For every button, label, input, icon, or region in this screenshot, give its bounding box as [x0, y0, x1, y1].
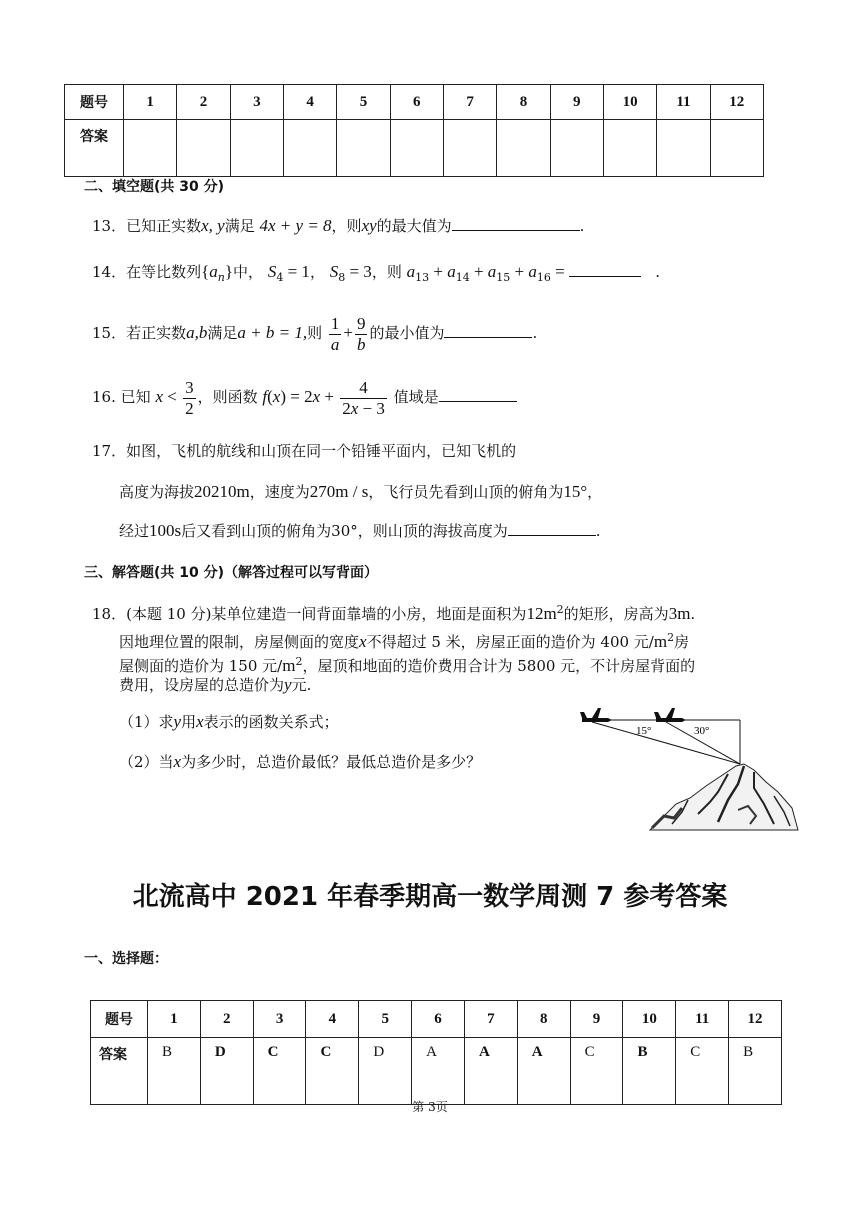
grid-answer-label: 答案 [65, 120, 124, 177]
grid-answer-label: 答案 [91, 1038, 148, 1105]
grid-number: 3 [230, 85, 283, 120]
grid-number: 3 [253, 1001, 306, 1038]
answer-cell [657, 120, 710, 177]
answer-cell [337, 120, 390, 177]
answer-cell [177, 120, 230, 177]
grid-number: 5 [359, 1001, 412, 1038]
airplane-icon [654, 708, 686, 722]
airplane-icon [580, 708, 612, 722]
angle-label-30: 30° [694, 725, 710, 737]
grid-number: 9 [550, 85, 603, 120]
answer-grid-blank [64, 84, 764, 177]
grid-number: 9 [570, 1001, 623, 1038]
answer-cell: B [729, 1038, 782, 1105]
grid-number: 8 [517, 1001, 570, 1038]
section-heading-solve: 三、解答题(共 10 分)（解答过程可以写背面） [84, 565, 379, 581]
answer-cell [603, 120, 656, 177]
answer-cell: C [253, 1038, 306, 1105]
answer-cell [230, 120, 283, 177]
answer-cell [550, 120, 603, 177]
answer-cell: A [412, 1038, 465, 1105]
answer-cell: B [148, 1038, 201, 1105]
answer-cell: B [623, 1038, 676, 1105]
answer-cell [390, 120, 443, 177]
answer-cell: A [517, 1038, 570, 1105]
answer-key-title: 北流高中 2021 年春季期高一数学周测 7 参考答案 [132, 882, 728, 912]
answer-cell [710, 120, 763, 177]
answer-blank [508, 521, 596, 536]
grid-number: 12 [710, 85, 763, 120]
answer-cell: C [306, 1038, 359, 1105]
airplane-mountain-figure [578, 700, 800, 834]
mountain-illustration [650, 764, 798, 830]
question-18-line4: 费用，设房屋的总造价为y元. [119, 675, 312, 694]
answer-blank [439, 387, 517, 402]
question-18-line2: 因地理位置的限制，房屋侧面的宽度x不得超过 5 米，房屋正面的造价为 400 元$/m^2$房 [119, 631, 690, 651]
grid-number: 2 [177, 85, 230, 120]
grid-number: 4 [283, 85, 336, 120]
question-18-part1: （1）求y用x表示的函数关系式； [119, 712, 339, 731]
grid-number: 10 [603, 85, 656, 120]
answer-cell [497, 120, 550, 177]
answer-cell: D [359, 1038, 412, 1105]
question-17-line3: 经过100s后又看到山顶的俯角为30°，则山顶的海拔高度为 . [119, 521, 601, 540]
grid-number: 2 [200, 1001, 253, 1038]
grid-number: 6 [390, 85, 443, 120]
grid-number: 4 [306, 1001, 359, 1038]
answer-blank [444, 323, 532, 338]
answer-cell [283, 120, 336, 177]
grid-number: 5 [337, 85, 390, 120]
grid-number: 11 [676, 1001, 729, 1038]
question-17-line1: 17．如图，飞机的航线和山顶在同一个铅锤平面内，已知飞机的 [92, 442, 517, 460]
grid-header-label: 题号 [65, 85, 124, 120]
section-heading-choice: 一、选择题： [84, 951, 168, 967]
answer-cell [124, 120, 177, 177]
question-14: 14．在等比数列$\{a_n\}$中， $S_4 = 1$， $S_8 = 3$，则 $a_{13} + a_{14} + a_{15} + a_{16}$ = . [92, 262, 661, 284]
section-heading-fill-blank: 二、填空题(共 30 分) [84, 179, 225, 195]
question-18-part2: （2）当x为多少时，总造价最低？最低总造价是多少？ [119, 752, 482, 771]
answer-blank [452, 216, 580, 231]
answer-cell: A [464, 1038, 517, 1105]
answer-blank [569, 262, 641, 277]
grid-number: 12 [729, 1001, 782, 1038]
answer-cell: C [570, 1038, 623, 1105]
grid-header-label: 题号 [91, 1001, 148, 1038]
question-13: 13．已知正实数x, y满足 4x + y = 8，则xy的最大值为 . [92, 216, 585, 235]
angle-label-15: 15° [636, 725, 652, 737]
grid-number: 8 [497, 85, 550, 120]
answer-cell: C [676, 1038, 729, 1105]
grid-number: 7 [443, 85, 496, 120]
question-16: 16. 已知 x < $\frac{3}{2}$ ，则函数 f(x) = 2x + $\frac{4}{2x - 3}$ 值域是 [92, 374, 517, 420]
question-17-line2: 高度为海拔20210m，速度为270m / s，飞行员先看到山顶的俯角为15°， [119, 482, 603, 501]
question-18-line3: 屋侧面的造价为 150 元$/m^2$，屋顶和地面的造价费用合计为 5800 元，不计房屋背面的 [119, 655, 696, 675]
grid-number: 1 [124, 85, 177, 120]
answer-cell: D [200, 1038, 253, 1105]
question-18-line1: 18．(本题 10 分)某单位建造一间背面靠墙的小房，地面是面积为$12m^2$的矩形，房高为3m. [92, 603, 696, 623]
answer-cell [443, 120, 496, 177]
page-number: 第 3页 [412, 1100, 448, 1114]
grid-number: 10 [623, 1001, 676, 1038]
answer-key-grid [90, 1000, 782, 1105]
grid-number: 1 [148, 1001, 201, 1038]
grid-number: 7 [464, 1001, 517, 1038]
sight-line-15 [592, 722, 740, 764]
grid-number: 11 [657, 85, 710, 120]
question-15: 15．若正实数a,b满足a + b = 1,则 $\frac{1}{a}$ + $\frac{9}{b}$ 的最小值为 . [92, 313, 538, 354]
grid-number: 6 [412, 1001, 465, 1038]
